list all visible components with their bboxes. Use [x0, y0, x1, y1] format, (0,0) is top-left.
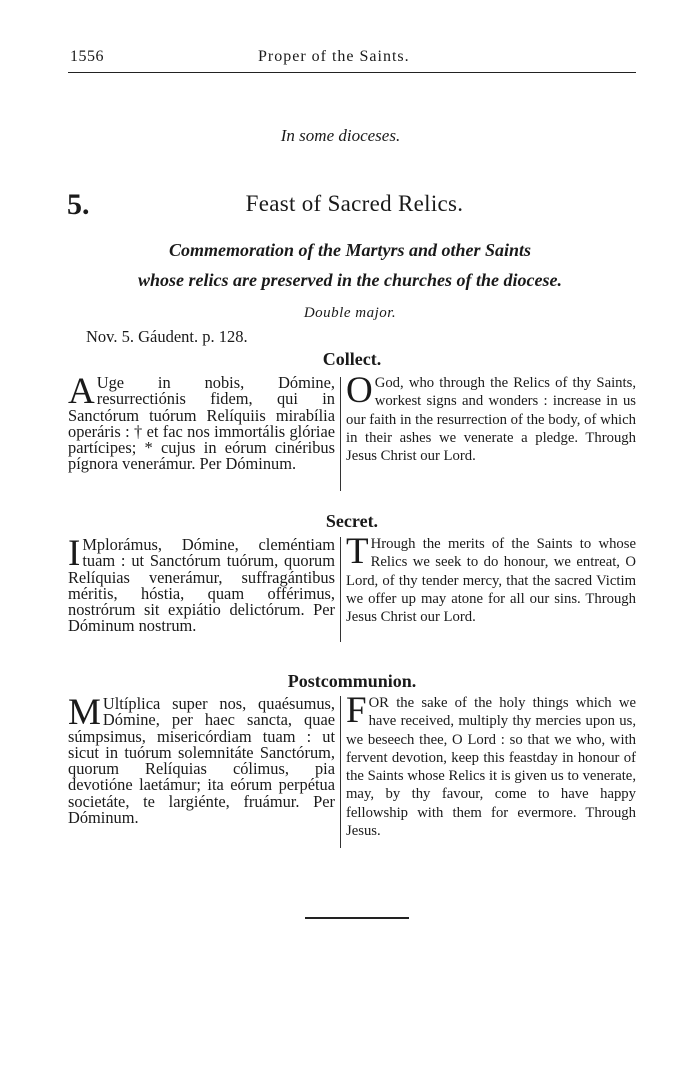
collect-english [346, 370, 636, 465]
commemoration-line-1: Commemoration of the Martyrs and other Saints [168, 240, 532, 260]
dropcap-initial: F [346, 690, 367, 731]
collect-latin-body: Uge in nobis, Dómine, resurrectiónis fidem, qui in Sanctórum tuórum Relíquiis mirabília operáris : † et fac nos immortális glóriae partícipes; * cujus in eórum cinéribus pígnora venerámur. Per Dóminum. [68, 373, 335, 474]
collect-english-text [346, 370, 636, 465]
postcommunion-latin-body: Ultíplica super nos, quaésumus, Dómine, per haec sancta, quae súmpsimus, misericórdiam tuam : ut sicut in tuórum solemnitáte Sanctórum, quorum Relíquias cólimus, pia devotióne laetámur; ita eórum perpétua societáte, te largiénte, fruámur. Per Dóminum. [68, 694, 335, 828]
postcommunion-english-body: OR the sake of the holy things which we have received, multiply thy mercies upon us, we beseech thee, O Lord : so that we who, with fervent devotion, keep this feastday in honour of the Saints whose Relics it is given us to venerate, may, by thy favour, come to have happy fellowship with them for evermore. Through Jesus. [346, 695, 636, 840]
commemoration-line-2: whose relics are preserved in the churches of the diocese. [138, 270, 562, 290]
dropcap-initial: O [346, 370, 373, 411]
page-number: 1556 [70, 48, 104, 65]
secret-english [346, 531, 636, 626]
secret-latin [68, 533, 335, 636]
header-rule [68, 72, 636, 73]
dropcap-initial: M [68, 692, 101, 733]
postcommunion-heading: Postcommunion. [287, 671, 417, 691]
collect-heading: Collect. [322, 349, 382, 369]
page-header [68, 48, 636, 72]
mass-reference: Nov. 5. Gáudent. p. 128. [86, 327, 248, 346]
column-divider [340, 537, 341, 642]
collect-latin-text [68, 371, 335, 474]
dropcap-initial: T [346, 531, 369, 572]
postcommunion-latin [68, 692, 335, 828]
feast-number: 5. [67, 188, 90, 221]
dropcap-initial: I [68, 533, 81, 574]
postcommunion-english-text [346, 690, 636, 840]
secret-latin-text [68, 533, 335, 636]
diocese-note: In some dioceses. [280, 126, 401, 145]
column-divider [340, 377, 341, 491]
secret-latin-body: Mplorámus, Dómine, cleméntiam tuam : ut Sanctórum tuórum, quorum Relíquias venerámur, suffragántibus méritis, hóstia, quam offérimus, nostrórum sit expiátio delictórum. Per Dóminum nostrum. [68, 535, 335, 636]
feast-title: Feast of Sacred Relics. [245, 191, 464, 216]
closing-rule [305, 917, 409, 919]
secret-heading: Secret. [325, 511, 379, 531]
secret-english-body: Hrough the merits of the Saints to whose Relics we seek to do honour, we entreat, O Lord, of thy tender mercy, that the sacred Victim we offer up may atone for all our sins. Through Jesus Christ our Lord. [346, 536, 636, 626]
secret-english-text [346, 531, 636, 626]
running-title: Proper of the Saints. [258, 48, 410, 65]
collect-latin [68, 371, 335, 474]
postcommunion-english [346, 690, 636, 840]
feast-rank: Double major. [303, 305, 397, 321]
postcommunion-latin-text [68, 692, 335, 828]
collect-english-body: God, who through the Relics of thy Saints, workest signs and wonders : increase in us our faith in the resurrection of the body, of which in their ashes we venerate a pledge. Through Jesus Christ our Lord. [346, 375, 636, 465]
dropcap-initial: A [68, 371, 95, 412]
column-divider [340, 696, 341, 848]
